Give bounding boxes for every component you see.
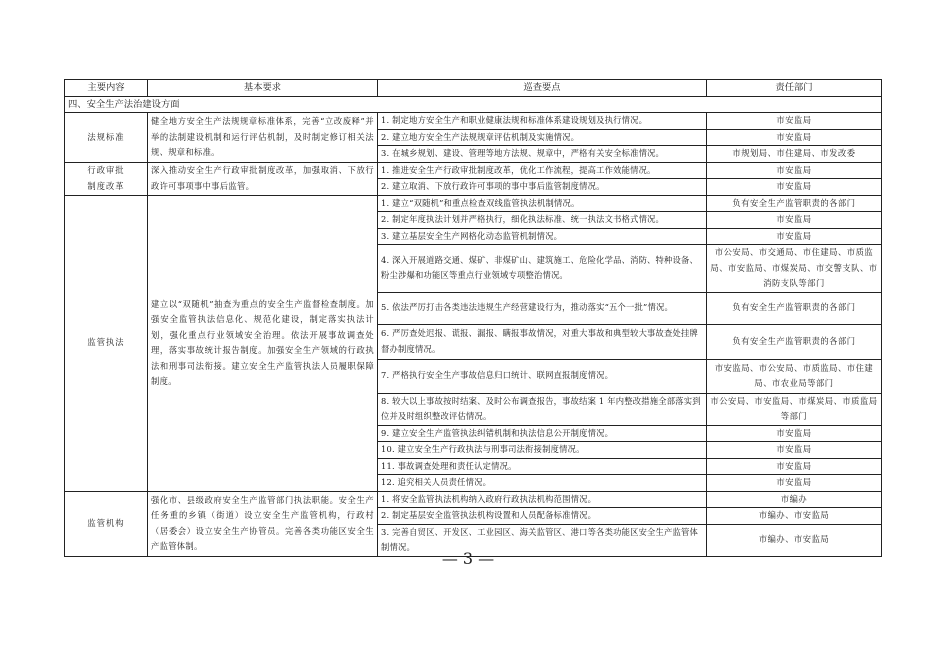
category-cell: 监管执法 bbox=[65, 195, 148, 491]
responsible-dept: 市安监局 bbox=[707, 458, 882, 475]
table-header-row bbox=[65, 80, 882, 97]
inspection-point: 2. 制定基层安全监管执法机构设置和人员配备标准情况。 bbox=[378, 508, 707, 525]
inspection-point: 1. 制定地方安全生产和职业健康法规和标准体系建设规划及执行情况。 bbox=[378, 113, 707, 130]
inspection-point: 4. 深入开展道路交通、煤矿、非煤矿山、建筑施工、危险化学品、消防、特种设备、粉尘涉爆和功能区等重点行业领域专项整治情况。 bbox=[378, 245, 707, 293]
inspection-point: 2. 制定年度执法计划并严格执行，细化执法标准、统一执法文书格式情况。 bbox=[378, 212, 707, 229]
responsible-dept: 市安监局 bbox=[707, 212, 882, 229]
responsible-dept: 市安监局 bbox=[707, 162, 882, 179]
inspection-point: 1. 推进安全生产行政审批制度改革，优化工作流程，提高工作效能情况。 bbox=[378, 162, 707, 179]
responsible-dept: 市编办 bbox=[707, 491, 882, 508]
table-row bbox=[65, 491, 882, 508]
responsible-dept: 市安监局 bbox=[707, 228, 882, 245]
table-row bbox=[65, 162, 882, 179]
inspection-point: 6. 严厉查处迟报、谎报、漏报、瞒报事故情况，对重大事故和典型较大事故查处挂牌督办制度情况。 bbox=[378, 324, 707, 359]
inspection-point: 8. 较大以上事故按时结案、及时公布调查报告，事故结案 1 年内整改措施全部落实到位并及时组织整改评估情况。 bbox=[378, 393, 707, 425]
responsible-dept: 市编办、市安监局 bbox=[707, 524, 882, 556]
inspection-point: 3. 在城乡规划、建设、管理等地方法规、规章中，严格有关安全标准情况。 bbox=[378, 146, 707, 163]
responsible-dept: 市安监局、市公安局、市质监局、市住建局、市农业局等部门 bbox=[707, 359, 882, 393]
category-line: 行政审批 bbox=[87, 165, 125, 175]
inspection-point: 11. 事故调查处理和责任认定情况。 bbox=[378, 458, 707, 475]
header-responsible-dept: 责任部门 bbox=[707, 80, 882, 97]
inspection-point: 5. 依法严厉打击各类违法违规生产经营建设行为，推动落实“五个一批”情况。 bbox=[378, 292, 707, 324]
header-basic-requirement: 基本要求 bbox=[148, 80, 378, 97]
requirement-cell: 强化市、县级政府安全生产监管部门执法职能。安全生产任务重的乡镇（街道）设立安全生产监管机构，行政村（居委会）设立安全生产协管员。完善各类功能区安全生产监管体制。 bbox=[148, 491, 378, 556]
section-title: 四、安全生产法治建设方面 bbox=[65, 96, 882, 113]
inspection-point: 12. 追究相关人员责任情况。 bbox=[378, 475, 707, 492]
responsible-dept: 市安监局 bbox=[707, 475, 882, 492]
responsible-dept: 市安监局 bbox=[707, 129, 882, 146]
inspection-point: 7. 严格执行安全生产事故信息归口统计、联网直报制度情况。 bbox=[378, 359, 707, 393]
section-row bbox=[65, 96, 882, 113]
responsible-dept: 市公安局、市交通局、市住建局、市质监局、市安监局、市煤炭局、市交警支队、市消防支队等部门 bbox=[707, 245, 882, 293]
requirement-cell: 深入推动安全生产行政审批制度改革，加强取消、下放行政许可事项事中事后监管。 bbox=[148, 162, 378, 195]
table-row bbox=[65, 195, 882, 212]
requirement-cell: 建立以“双随机”抽查为重点的安全生产监督检查制度。加强安全监管执法信息化、规范化建设，制定落实执法计划，强化重点行业领域安全治理。依法开展事故调查处理，落实事故统计报告制度。加强安全生产领域的行政执法和刑事司法衔接。建立安全生产监管执法人员履职保障制度。 bbox=[148, 195, 378, 491]
responsible-dept: 市安监局 bbox=[707, 425, 882, 442]
inspection-point: 3. 建立基层安全生产网格化动态监管机制情况。 bbox=[378, 228, 707, 245]
responsible-dept: 市安监局 bbox=[707, 179, 882, 196]
responsible-dept: 负有安全生产监管职责的各部门 bbox=[707, 324, 882, 359]
table-row bbox=[65, 113, 882, 130]
responsible-dept: 负有安全生产监管职责的各部门 bbox=[707, 292, 882, 324]
inspection-point: 9. 建立安全生产监管执法纠错机制和执法信息公开制度情况。 bbox=[378, 425, 707, 442]
category-cell: 监管机构 bbox=[65, 491, 148, 556]
inspection-point: 3. 完善自贸区、开发区、工业园区、海关监管区、港口等各类功能区安全生产监管体制情况。 bbox=[378, 524, 707, 556]
inspection-point: 2. 建立地方安全生产法规规章评估机制及实施情况。 bbox=[378, 129, 707, 146]
header-inspection-points: 巡查要点 bbox=[378, 80, 707, 97]
category-cell bbox=[65, 162, 148, 195]
header-main-content: 主要内容 bbox=[65, 80, 148, 97]
inspection-table bbox=[64, 79, 882, 557]
inspection-point: 2. 建立取消、下放行政许可事项的事中事后监管制度情况。 bbox=[378, 179, 707, 196]
category-line: 制度改革 bbox=[87, 180, 125, 191]
inspection-point: 1. 将安全监管执法机构纳入政府行政执法机构范围情况。 bbox=[378, 491, 707, 508]
category-cell: 法规标准 bbox=[65, 113, 148, 163]
responsible-dept: 市规划局、市住建局、市发改委 bbox=[707, 146, 882, 163]
responsible-dept: 市安监局 bbox=[707, 113, 882, 130]
inspection-point: 10. 建立安全生产行政执法与刑事司法衔接制度情况。 bbox=[378, 442, 707, 459]
responsible-dept: 市编办、市安监局 bbox=[707, 508, 882, 525]
responsible-dept: 市安监局 bbox=[707, 442, 882, 459]
responsible-dept: 市公安局、市安监局、市煤炭局、市质监局等部门 bbox=[707, 393, 882, 425]
page-number: — 3 — bbox=[441, 549, 495, 568]
inspection-point: 1. 建立“双随机”和重点检查双线监管执法机制情况。 bbox=[378, 195, 707, 212]
requirement-cell: 健全地方安全生产法规规章标准体系，完善“立改废释”并举的法制建设机制和运行评估机制，及时制定修订相关法规、规章和标准。 bbox=[148, 113, 378, 163]
responsible-dept: 负有安全生产监管职责的各部门 bbox=[707, 195, 882, 212]
